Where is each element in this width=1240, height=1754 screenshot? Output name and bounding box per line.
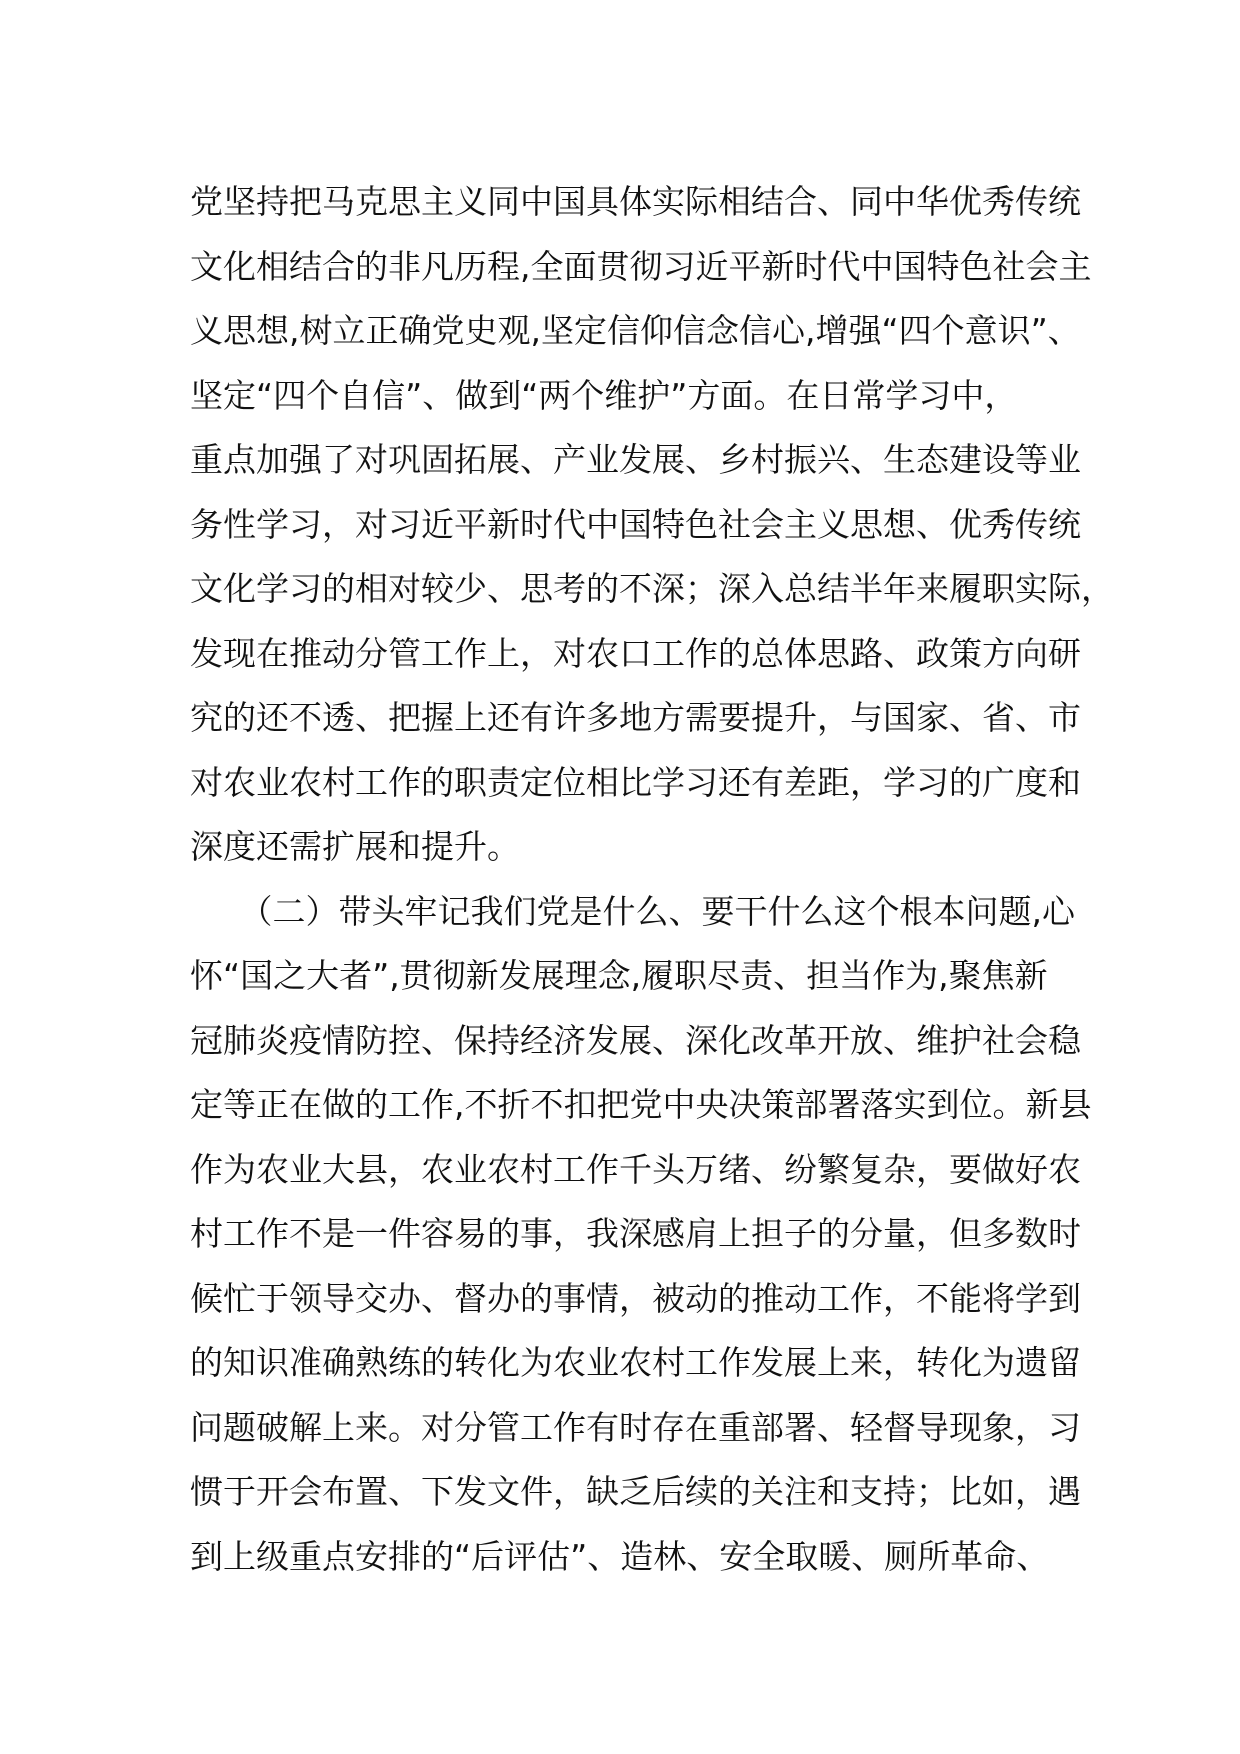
text-line-16: 作为农业大县，农业农村工作千头万绪、纷繁复杂，要做好农 <box>190 1149 1081 1189</box>
text-line-4: 坚定“四个自信”、做到“两个维护”方面。在日常学习中， <box>190 375 1018 415</box>
text-line-6: 务性学习，对习近平新时代中国特色社会主义思想、优秀传统 <box>190 504 1081 544</box>
body-text <box>190 170 1114 1589</box>
text-line-19: 的知识准确熟练的转化为农业农村工作发展上来，转化为遗留 <box>190 1343 1081 1382</box>
text-line-18: 候忙于领导交办、督办的事情，被动的推动工作，不能将学到 <box>190 1278 1081 1318</box>
text-line-20: 问题破解上来。对分管工作有时存在重部署、轻督导现象，习 <box>190 1407 1081 1447</box>
text-line-14: 冠肺炎疫情防控、保持经济发展、深化改革开放、维护社会稳 <box>190 1020 1081 1060</box>
text-line-3: 义思想,树立正确党史观,坚定信仰信念信心,增强“四个意识”、 <box>190 311 1081 350</box>
text-line-5: 重点加强了对巩固拓展、产业发展、乡村振兴、生态建设等业 <box>190 440 1081 479</box>
text-line-22: 到上级重点安排的“后评估”、造林、安全取暖、厕所革命、 <box>190 1536 1050 1576</box>
text-line-10: 对农业农村工作的职责定位相比学习还有差距，学习的广度和 <box>190 762 1081 802</box>
text-line-17: 村工作不是一件容易的事，我深感肩上担子的分量，但多数时 <box>190 1214 1081 1253</box>
text-line-1: 党坚持把马克思主义同中国具体实际相结合、同中华优秀传统 <box>190 182 1081 221</box>
text-line-15: 定等正在做的工作,不折不扣把党中央决策部署落实到位。新县 <box>190 1085 1092 1124</box>
text-line-11: 深度还需扩展和提升。 <box>190 827 520 866</box>
text-line-13: 怀“国之大者”,贯彻新发展理念,履职尽责、担当作为,聚焦新 <box>190 956 1048 995</box>
section-heading-line: （二）带头牢记我们党是什么、要干什么这个根本问题,心 <box>190 891 1075 931</box>
text-line-21: 惯于开会布置、下发文件，缺乏后续的关注和支持；比如，遇 <box>190 1472 1081 1511</box>
text-line-7: 文化学习的相对较少、思考的不深；深入总结半年来履职实际， <box>190 569 1114 608</box>
text-line-8: 发现在推动分管工作上，对农口工作的总体思路、政策方向研 <box>190 633 1081 673</box>
text-line-9: 究的还不透、把握上还有许多地方需要提升，与国家、省、市 <box>190 698 1081 737</box>
text-line-2: 文化相结合的非凡历程,全面贯彻习近平新时代中国特色社会主 <box>190 246 1092 286</box>
